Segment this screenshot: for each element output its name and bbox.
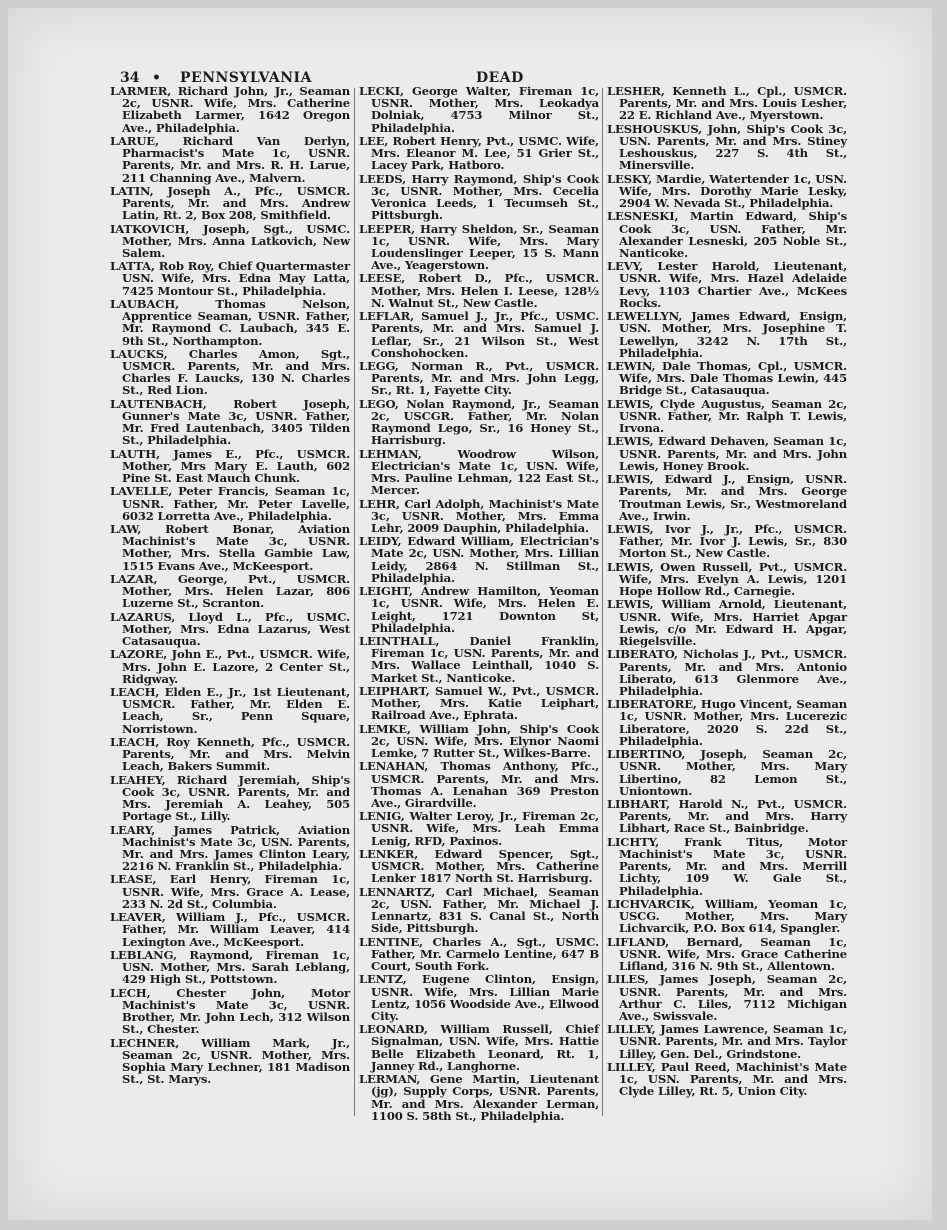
casualty-entry: LATTA, Rob Roy, Chief Quartermaster USN. Wife, Mrs. Edna May Latta, 7425 Montour St., Philadelphia. [110, 259, 350, 298]
casualty-entry: LEWIS, Edward Dehaven, Seaman 1c, USNR. Parents, Mr. and Mrs. John Lewis, Honey Brook. [607, 434, 847, 473]
casualty-entry: LAUBACH, Thomas Nelson, Apprentice Seaman, USNR. Father, Mr. Raymond C. Laubach, 345 E. 9th St., Northampton. [110, 296, 350, 348]
casualty-entry: LENAHAN, Thomas Anthony, Pfc., USMCR. Parents, Mr. and Mrs. Thomas A. Lenahan 369 Preston Ave., Girardville. [359, 759, 599, 810]
casualty-entry: LAVELLE, Peter Francis, Seaman 1c, USNR. Father, Mr. Peter Lavelle, 6032 Lorretta Ave., Philadelphia. [110, 484, 350, 523]
casualty-entry: LEBLANG, Raymond, Fireman 1c, USN. Mother, Mrs. Sarah Leblang, 429 High St., Pottstown. [110, 947, 350, 987]
bullet-separator: • [152, 70, 161, 86]
casualty-entry: LEASE, Earl Henry, Fireman 1c, USNR. Wife, Mrs. Grace A. Lease, 233 N. 2d St., Columbia. [110, 872, 350, 911]
casualty-entry: LESNESKI, Martin Edward, Ship's Cook 3c, USN. Father, Mr. Alexander Lesneski, 205 Noble St., Nanticoke. [607, 209, 847, 260]
casualty-entry: LEIPHART, Samuel W., Pvt., USMCR. Mother, Mrs. Katie Leiphart, Railroad Ave., Ephrata. [359, 683, 599, 723]
casualty-entry: LEVY, Lester Harold, Lieutenant, USNR. Wife, Mrs. Hazel Adelaide Levy, 1103 Chartier Ave., McKees Rocks. [607, 259, 847, 310]
column-divider [602, 88, 603, 1116]
casualty-entry: LEACH, Elden E., Jr., 1st Lieutenant, USMCR. Father, Mr. Elden E. Leach, Sr., Penn Square, Norristown. [110, 685, 350, 736]
casualty-entry: LAUCKS, Charles Amon, Sgt., USMCR. Parents, Mr. and Mrs. Charles F. Laucks, 130 N. Charles St., Red Lion. [110, 346, 350, 398]
page-number: 34 [120, 70, 140, 86]
casualty-entry: LEEPER, Harry Sheldon, Sr., Seaman 1c, USNR. Wife, Mrs. Mary Loudenslinger Leeper, 15 S. Mann Ave., Yeagerstown. [359, 221, 599, 273]
casualty-entry: LESHER, Kenneth L., Cpl., USMCR. Parents, Mr. and Mrs. Louis Lesher, 22 E. Richland Ave., Myerstown. [607, 84, 847, 123]
casualty-entry: LENTINE, Charles A., Sgt., USMC. Father, Mr. Carmelo Lentine, 647 B Court, South Fork. [359, 934, 599, 973]
casualty-entry: LAW, Robert Bonar, Aviation Machinist's Mate 3c, USNR. Mother, Mrs. Stella Gambie Law, 1515 Evans Ave., McKeesport. [110, 522, 350, 573]
casualty-entry: LESKY, Mardie, Watertender 1c, USN. Wife, Mrs. Dorothy Marie Lesky, 2904 W. Nevada St., Philadelphia. [607, 171, 847, 211]
casualty-entry: LEWIN, Dale Thomas, Cpl., USMCR. Wife, Mrs. Dale Thomas Lewin, 445 Bridge St., Catasauqua. [607, 359, 847, 398]
column-3 [607, 85, 847, 1099]
casualty-entry: LEINTHALL, Daniel Franklin, Fireman 1c, USN. Parents, Mr. and Mrs. Wallace Leinthall, 1040 S. Market St., Nanticoke. [359, 634, 599, 685]
casualty-entry: LARUE, Richard Van Derlyn, Pharmacist's Mate 1c, USNR. Parents, Mr. and Mrs. R. H. Larue, 211 Channing Ave., Malvern. [110, 133, 350, 185]
casualty-entry: LIBERATO, Nicholas J., Pvt., USMCR. Parents, Mr. and Mrs. Antonio Liberato, 613 Glenmore Ave., Philadelphia. [607, 647, 847, 698]
casualty-entry: LARMER, Richard John, Jr., Seaman 2c, USNR. Wife, Mrs. Catherine Elizabeth Larmer, 1642 Oregon Ave., Philadelphia. [110, 84, 350, 135]
casualty-entry: LEACH, Roy Kenneth, Pfc., USMCR. Parents, Mr. and Mrs. Melvin Leach, Bakers Summit. [110, 734, 350, 774]
casualty-entry: LAZAR, George, Pvt., USMCR. Mother, Mrs. Helen Lazar, 806 Luzerne St., Scranton. [110, 571, 350, 611]
casualty-entry: LENNARTZ, Carl Michael, Seaman 2c, USN. Father, Mr. Michael J. Lennartz, 831 S. Canal St., North Side, Pittsburgh. [359, 884, 599, 936]
casualty-entry: LEONARD, William Russell, Chief Signalman, USN. Wife, Mrs. Hattie Belle Elizabeth Leonard, Rt. 1, Janney Rd., Langhorne. [359, 1022, 599, 1073]
casualty-entry: LEHMAN, Woodrow Wilson, Electrician's Mate 1c, USN. Wife, Mrs. Pauline Lehman, 122 East St., Mercer. [359, 446, 599, 498]
casualty-entry: LAZORE, John E., Pvt., USMCR. Wife, Mrs. John E. Lazore, 2 Center St., Ridgway. [110, 647, 350, 686]
casualty-entry: LAUTH, James E., Pfc., USMCR. Mother, Mrs Mary E. Lauth, 602 Pine St. East Mauch Chunk. [110, 446, 350, 486]
casualty-entry: LIBHART, Harold N., Pvt., USMCR. Parents, Mr. and Mrs. Harry Libhart, Race St., Bainbridge. [607, 797, 847, 836]
casualty-entry: LENIG, Walter Leroy, Jr., Fireman 2c, USNR. Wife, Mrs. Leah Emma Lenig, RFD, Paxinos. [359, 809, 599, 848]
casualty-entry: LENKER, Edward Spencer, Sgt., USMCR. Mother, Mrs. Catherine Lenker 1817 North St. Harrisburg. [359, 846, 599, 886]
casualty-entry: LEMKE, William John, Ship's Cook 2c, USN. Wife, Mrs. Elynor Naomi Lemke, 7 Rutter St., Wilkes-Barre. [359, 721, 599, 761]
casualty-entry: LEWIS, Ivor J., Jr., Pfc., USMCR. Father, Mr. Ivor J. Lewis, Sr., 830 Morton St., New Castle. [607, 522, 847, 561]
casualty-entry: LATIN, Joseph A., Pfc., USMCR. Parents, Mr. and Mrs. Andrew Latin, Rt. 2, Box 208, Smithfield. [110, 183, 350, 223]
casualty-entry: LESHOUSKUS, John, Ship's Cook 3c, USN. Parents, Mr. and Mrs. Stiney Leshouskus, 227 S. 4th St., Minersville. [607, 121, 847, 173]
casualty-entry: LEFLAR, Samuel J., Jr., Pfc., USMC. Parents, Mr. and Mrs. Samuel J. Leflar, Sr., 21 Wilson St., West Conshohocken. [359, 309, 599, 360]
casualty-entry: LEESE, Robert D., Pfc., USMCR. Mother, Mrs. Helen I. Leese, 128½ N. Walnut St., New Castle. [359, 271, 599, 310]
casualty-entry: LECH, Chester John, Motor Machinist's Mate 3c, USNR. Brother, Mr. John Lech, 312 Wilson St., Chester. [110, 985, 350, 1037]
casualty-entry: LEARY, James Patrick, Aviation Machinist's Mate 3c, USN. Parents, Mr. and Mrs. James Clinton Leary, 2216 N. Franklin St., Philadelphia. [110, 822, 350, 874]
casualty-entry: LEHR, Carl Adolph, Machinist's Mate 3c, USNR. Mother, Mrs. Emma Lehr, 2009 Dauphin, Philadelphia. [359, 496, 599, 535]
casualty-entry: LENTZ, Eugene Clinton, Ensign, USNR. Wife, Mrs. Lillian Marie Lentz, 1056 Woodside Ave., Ellwood City. [359, 972, 599, 1023]
casualty-entry: LEIGHT, Andrew Hamilton, Yeoman 1c, USNR. Wife, Mrs. Helen E. Leight, 1721 Downton St, Philadelphia. [359, 584, 599, 635]
casualty-entry: LECHNER, William Mark, Jr., Seaman 2c, USNR. Mother, Mrs. Sophia Mary Lechner, 181 Madison St., St. Marys. [110, 1035, 350, 1087]
casualty-entry: LILES, James Joseph, Seaman 2c, USNR. Parents, Mr. and Mrs. Arthur C. Liles, 7112 Michigan Ave., Swissvale. [607, 972, 847, 1023]
casualty-entry: LILLEY, James Lawrence, Seaman 1c, USNR. Parents, Mr. and Mrs. Taylor Lilley, Gen. Del., Grindstone. [607, 1022, 847, 1061]
casualty-entry: LEGG, Norman R., Pvt., USMCR. Parents, Mr. and Mrs. John Legg, Sr., Rt. 1, Fayette City. [359, 359, 599, 398]
casualty-entry: LIBERTINO, Joseph, Seaman 2c, USNR. Mother, Mrs. Mary Libertino, 82 Lemon St., Uniontown. [607, 747, 847, 798]
casualty-entry: LECKI, George Walter, Fireman 1c, USNR. Mother, Mrs. Leokadya Dolniak, 4753 Milnor St., Philadelphia. [359, 84, 599, 135]
casualty-entry: LEIDY, Edward William, Electrician's Mate 2c, USN. Mother, Mrs. Lillian Leidy, 2864 N. Stillman St., Philadelphia. [359, 534, 599, 585]
casualty-entry: LAUTENBACH, Robert Joseph, Gunner's Mate 3c, USNR. Father, Mr. Fred Lautenbach, 3405 Tilden St., Philadelphia. [110, 396, 350, 448]
column-2 [359, 85, 599, 1123]
casualty-entry: LEWELLYN, James Edward, Ensign, USN. Mother, Mrs. Josephine T. Lewellyn, 3242 N. 17th St., Philadelphia. [607, 309, 847, 360]
casualty-entry: LICHTY, Frank Titus, Motor Machinist's Mate 3c, USNR. Parents, Mr. and Mrs. Merrill Lichty, 109 W. Gale St., Philadelphia. [607, 834, 847, 898]
casualty-entry: LIFLAND, Bernard, Seaman 1c, USNR. Wife, Mrs. Grace Catherine Lifland, 316 N. 9th St., Allentown. [607, 934, 847, 973]
casualty-entry: LEWIS, Owen Russell, Pvt., USMCR. Wife, Mrs. Evelyn A. Lewis, 1201 Hope Hollow Rd., Carnegie. [607, 559, 847, 599]
state-heading: PENNSYLVANIA [180, 70, 312, 86]
section-heading: DEAD [476, 70, 524, 86]
casualty-entry: LIBERATORE, Hugo Vincent, Seaman 1c, USNR. Mother, Mrs. Lucerezic Liberatore, 2020 S. 22d St., Philadelphia. [607, 697, 847, 748]
column-1 [110, 85, 350, 1086]
casualty-entry: LICHVARCIK, William, Yeoman 1c, USCG. Mother, Mrs. Mary Lichvarcik, P.O. Box 614, Spangler. [607, 896, 847, 936]
casualty-entry: LEGO, Nolan Raymond, Jr., Seaman 2c, USCGR. Father, Mr. Nolan Raymond Lego, Sr., 16 Honey St., Harrisburg. [359, 396, 599, 448]
column-divider [354, 88, 355, 1116]
casualty-entry: LEWIS, William Arnold, Lieutenant, USNR. Wife, Mrs. Harriet Apgar Lewis, c/o Mr. Edward H. Apgar, Riegelsville. [607, 597, 847, 649]
casualty-entry: LILLEY, Paul Reed, Machinist's Mate 1c, USN. Parents, Mr. and Mrs. Clyde Lilley, Rt. 5, Union City. [607, 1059, 847, 1099]
casualty-entry: LEEDS, Harry Raymond, Ship's Cook 3c, USNR. Mother, Mrs. Cecelia Veronica Leeds, 1 Tecumseh St., Pittsburgh. [359, 171, 599, 223]
casualty-entry: LEAHEY, Richard Jeremiah, Ship's Cook 3c, USNR. Parents, Mr. and Mrs. Jeremiah A. Leahey, 505 Portage St., Lilly. [110, 772, 350, 824]
casualty-entry: LEWIS, Clyde Augustus, Seaman 2c, USNR. Father, Mr. Ralph T. Lewis, Irvona. [607, 396, 847, 436]
casualty-entry: IATKOVICH, Joseph, Sgt., USMC. Mother, Mrs. Anna Latkovich, New Salem. [110, 221, 350, 260]
casualty-entry: LEE, Robert Henry, Pvt., USMC. Wife, Mrs. Eleanor M. Lee, 51 Grier St., Lacey Park, Hatboro. [359, 133, 599, 173]
casualty-entry: LERMAN, Gene Martin, Lieutenant (jg), Supply Corps, USNR. Parents, Mr. and Mrs. Alexander Lerman, 1100 S. 58th St., Philadelphia. [359, 1072, 599, 1123]
casualty-entry: LEWIS, Edward J., Ensign, USNR. Parents, Mr. and Mrs. George Troutman Lewis, Sr., Westmoreland Ave., Irwin. [607, 472, 847, 523]
casualty-entry: LAZARUS, Lloyd L., Pfc., USMC. Mother, Mrs. Edna Lazarus, West Catasauqua. [110, 609, 350, 649]
casualty-entry: LEAVER, William J., Pfc., USMCR. Father, Mr. William Leaver, 414 Lexington Ave., McKeesport. [110, 910, 350, 949]
